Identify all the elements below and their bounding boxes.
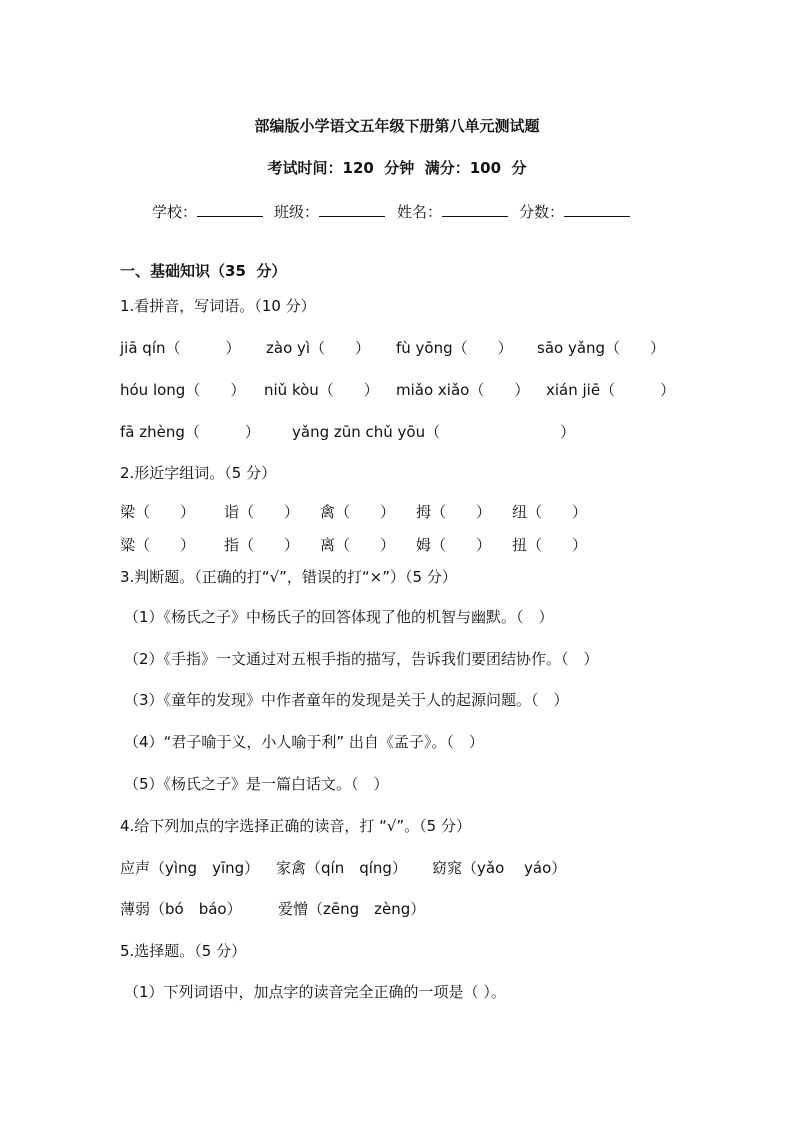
char-item: 离（ ） [320,536,396,554]
score-blank[interactable] [564,200,630,217]
q5-item-1: （1）下列词语中，加点字的读音完全正确的一项是（ ）。 [124,983,506,1001]
pinyin-item: sāo yǎng（ ） [537,339,666,357]
name-blank[interactable] [442,200,508,217]
q3-item-1: （1）《杨氏之子》中杨氏子的回答体现了他的机智与幽默。（ ） [124,608,554,626]
reading-item: 应声（yìng yīng） [120,859,260,877]
exam-title: 部编版小学语文五年级下册第八单元测试题 [254,117,540,135]
pinyin-item: xián jiē（ ） [546,381,676,399]
char-item: 诣（ ） [224,503,300,521]
char-item: 指（ ） [224,536,300,554]
q1-row3 [0,422,794,502]
q3-title: 3.判断题。（正确的打“√”，错误的打“×”）（5 分） [120,568,457,586]
pinyin-item: miǎo xiǎo（ ） [396,381,530,399]
q3-item-5: （5）《杨氏之子》是一篇白话文。（ ） [124,775,389,793]
reading-item: 窈窕（yǎo yáo） [432,859,567,877]
q3-item-2: （2）《手指》一文通过对五根手指的描写，告诉我们要团结协作。（ ） [124,650,599,668]
q5-title: 5.选择题。（5 分） [120,942,247,960]
q2-title: 2.形近字组词。（5 分） [120,464,277,482]
name-label: 姓名： [397,203,443,221]
pinyin-item: fā zhèng（ ） [120,423,260,441]
pinyin-item: fù yōng（ ） [396,339,513,357]
char-item: 姆（ ） [416,536,492,554]
q4-row2 [0,899,794,979]
q3-item-3: （3）《童年的发现》中作者童年的发现是关于人的起源问题。（ ） [124,691,569,709]
pinyin-item: yǎng zūn chǔ yōu（ ） [292,423,576,441]
char-item: 粱（ ） [120,536,196,554]
score-label: 分数： [519,203,565,221]
pinyin-item: zào yì（ ） [266,339,371,357]
section1-title: 一、基础知识（35 分） [120,262,287,280]
class-label: 班级： [274,203,320,221]
exam-info: 考试时间：120 分钟 满分：100 分 [267,159,527,177]
pinyin-item: hóu long（ ） [120,381,246,399]
school-label: 学校： [152,203,198,221]
school-blank[interactable] [197,200,263,217]
char-item: 梁（ ） [120,503,196,521]
char-item: 纽（ ） [512,503,588,521]
reading-item: 爱憎（zēng zèng） [278,900,426,918]
char-item: 扭（ ） [512,536,588,554]
reading-item: 薄弱（bó báo） [120,900,242,918]
q4-title: 4.给下列加点的字选择正确的读音，打 “√”。（5 分） [120,817,471,835]
reading-item: 家禽（qín qíng） [276,859,407,877]
q3-item-4: （4）“君子喻于义，小人喻于利” 出自《孟子》。（ ） [124,733,484,751]
q1-title: 1.看拼音，写词语。（10 分） [120,297,316,315]
char-item: 拇（ ） [416,503,492,521]
pinyin-item: jiā qín（ ） [120,339,241,357]
pinyin-item: niǔ kòu（ ） [264,381,379,399]
class-blank[interactable] [319,200,385,217]
char-item: 禽（ ） [320,503,396,521]
